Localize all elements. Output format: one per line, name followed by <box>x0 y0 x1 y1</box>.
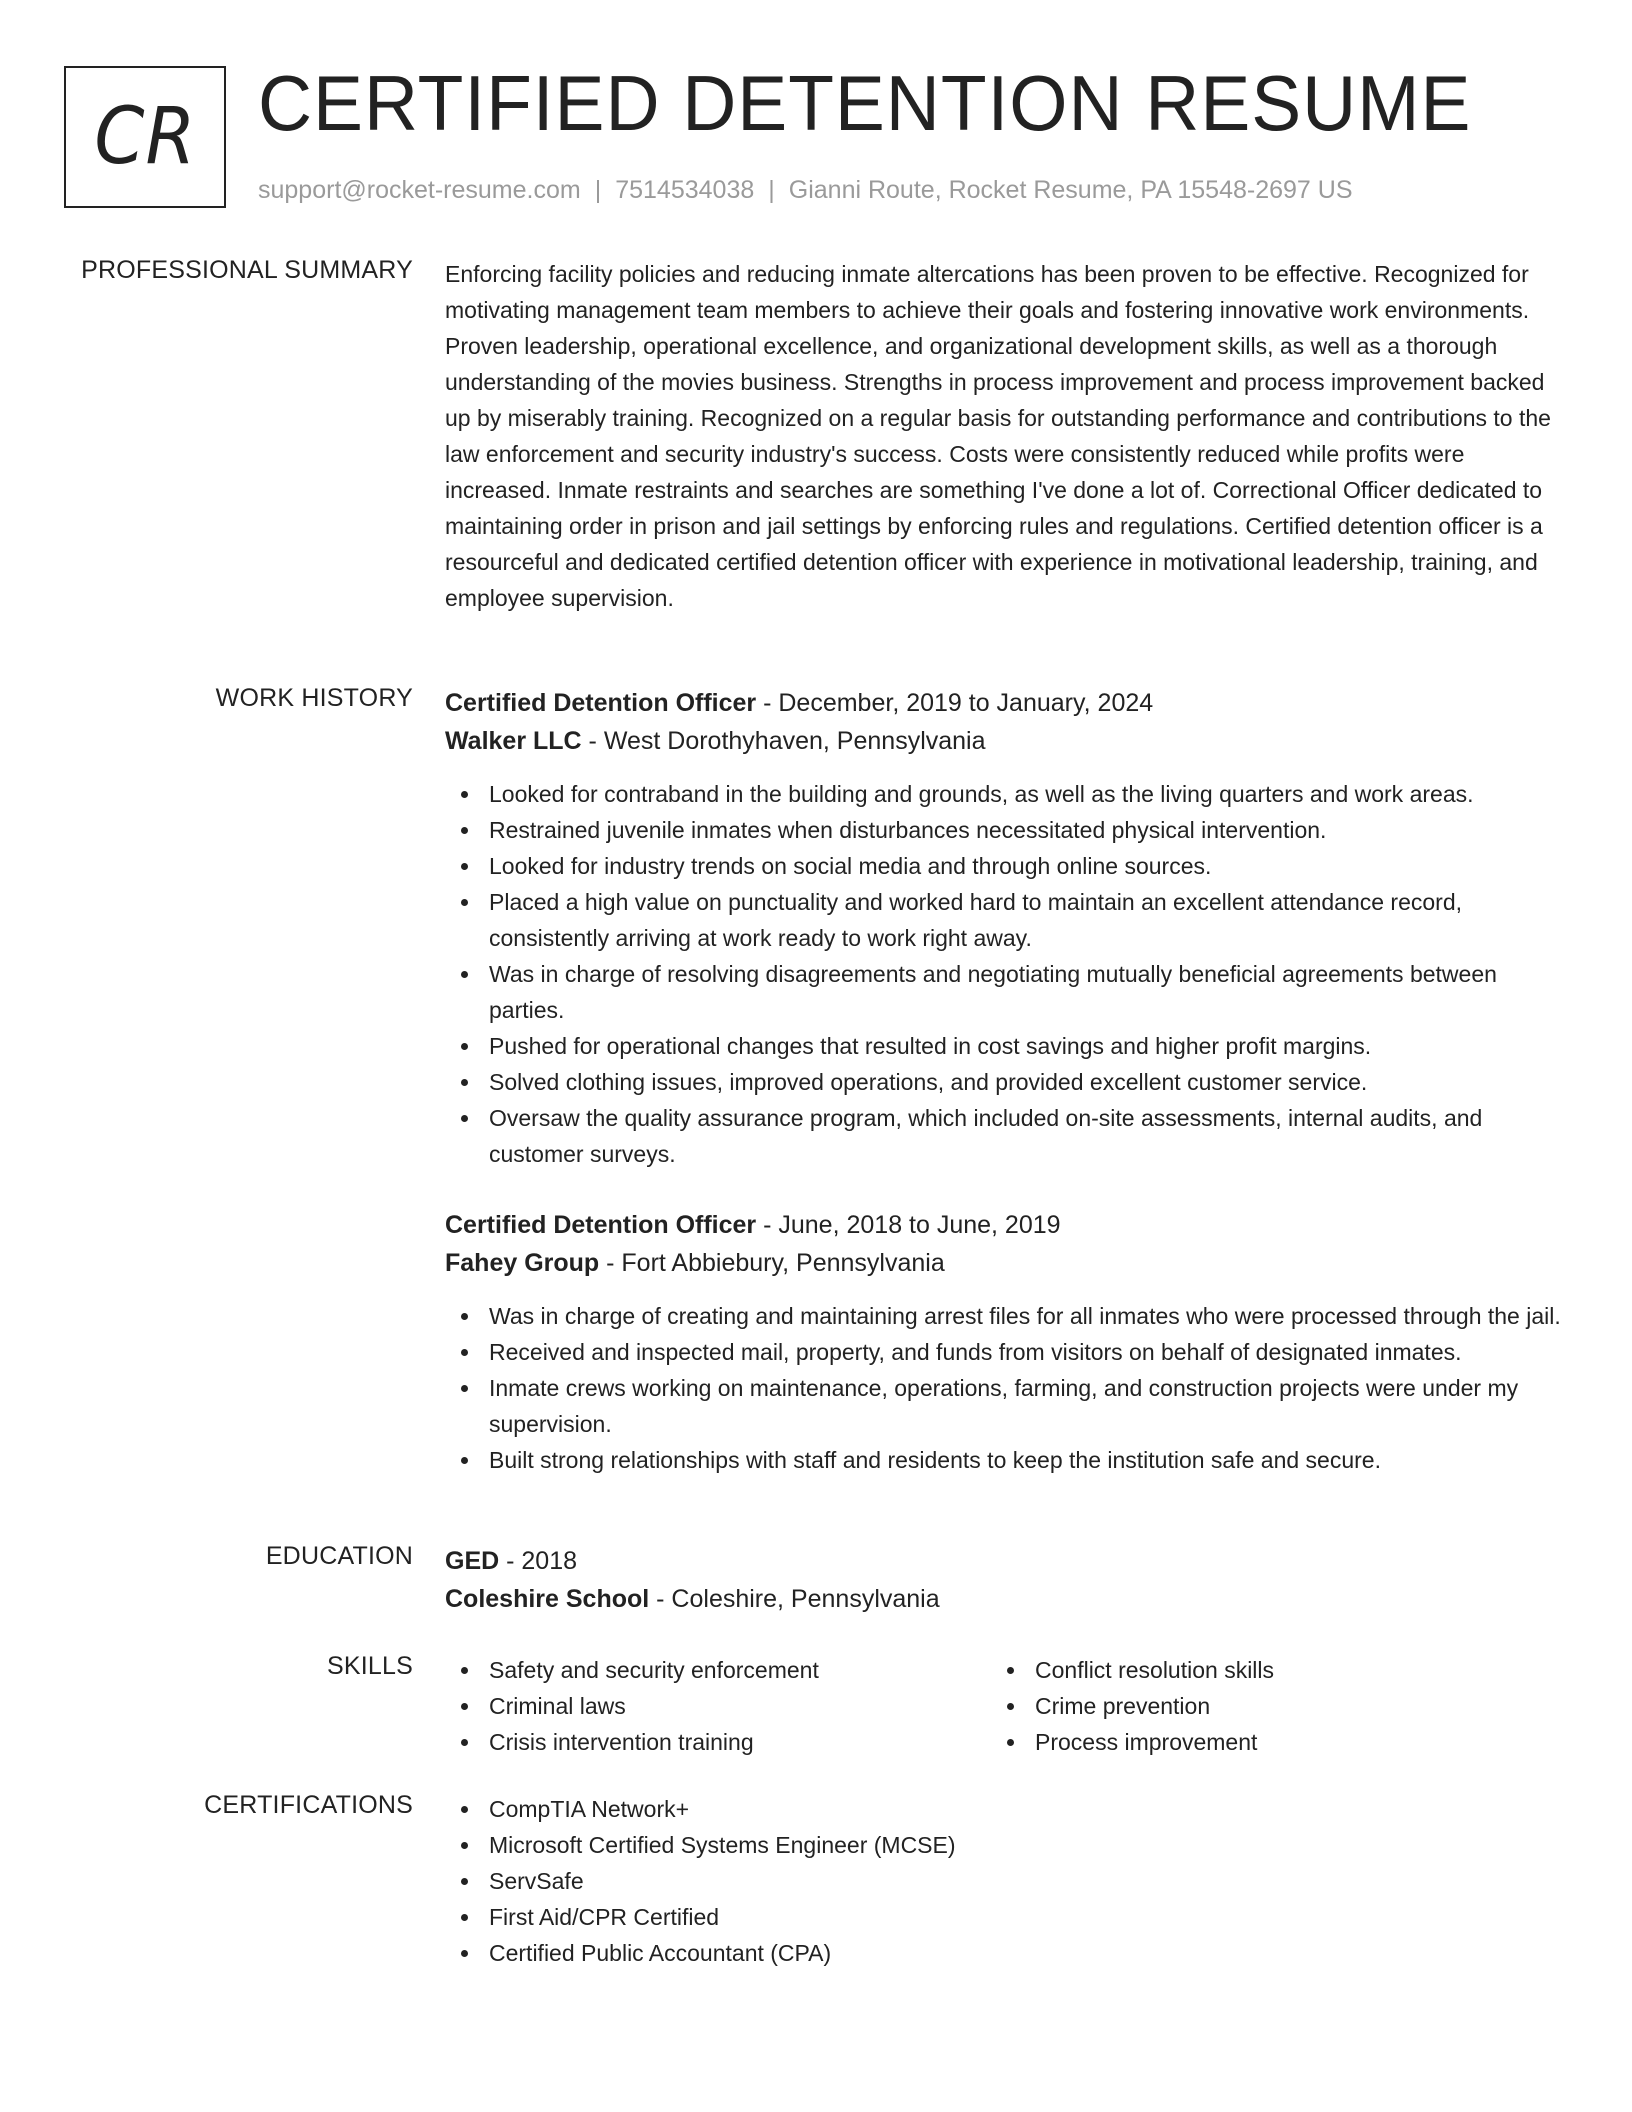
skill-item: Process improvement <box>991 1724 1537 1760</box>
resume-title: CERTIFIED DETENTION RESUME <box>258 59 1472 147</box>
skills-body <box>445 1652 1570 1760</box>
certification-item: First Aid/CPR Certified <box>445 1899 1570 1935</box>
monogram-badge <box>64 66 226 208</box>
job-entry <box>445 684 1570 1172</box>
section-label-skills: SKILLS <box>327 1652 413 1680</box>
job-bullets <box>445 776 1570 1172</box>
job-title-line <box>445 684 1570 722</box>
education-year: - 2018 <box>499 1547 578 1575</box>
job-dates: - June, 2018 to June, 2019 <box>756 1211 1061 1239</box>
job-company: Fahey Group <box>445 1249 600 1277</box>
contact-phone[interactable]: 7514534038 <box>615 176 755 204</box>
contact-separator: | <box>594 176 602 204</box>
skills-column-right <box>991 1652 1537 1760</box>
job-dates: - December, 2019 to January, 2024 <box>756 689 1154 717</box>
education-degree-line <box>445 1542 1570 1580</box>
work-body <box>445 684 1570 1478</box>
monogram-initials: CR <box>94 92 196 182</box>
bullet-item: Inmate crews working on maintenance, operations, farming, and construction projects were under my supervision. <box>445 1370 1570 1442</box>
section-label-education: EDUCATION <box>265 1542 413 1570</box>
skill-item: Criminal laws <box>445 1688 991 1724</box>
contact-address: Gianni Route, Rocket Resume, PA 15548-2697 US <box>788 176 1353 204</box>
job-location: - Fort Abbiebury, Pennsylvania <box>599 1249 945 1277</box>
bullet-item: Was in charge of creating and maintaining arrest files for all inmates who were processed through the jail. <box>445 1298 1570 1334</box>
bullet-item: Looked for contraband in the building and grounds, as well as the living quarters and work areas. <box>445 776 1570 812</box>
job-bullets <box>445 1298 1570 1478</box>
skill-item: Safety and security enforcement <box>445 1652 991 1688</box>
bullet-item: Was in charge of resolving disagreements and negotiating mutually beneficial agreements between parties. <box>445 956 1570 1028</box>
bullet-item: Oversaw the quality assurance program, which included on-site assessments, internal audits, and customer surveys. <box>445 1100 1570 1172</box>
education-school: Coleshire School <box>445 1585 650 1613</box>
contact-separator: | <box>768 176 775 204</box>
bullet-item: Solved clothing issues, improved operations, and provided excellent customer service. <box>445 1064 1570 1100</box>
section-label-certifications: CERTIFICATIONS <box>204 1791 413 1819</box>
job-company-line <box>445 1244 1570 1282</box>
education-school-line <box>445 1580 1570 1618</box>
certification-item: CompTIA Network+ <box>445 1791 1570 1827</box>
job-company: Walker LLC <box>445 727 582 755</box>
job-title: Certified Detention Officer <box>445 1211 757 1239</box>
certifications-list <box>445 1791 1570 1971</box>
job-title-line <box>445 1206 1570 1244</box>
summary-text: Enforcing facility policies and reducing inmate altercations has been proven to be effective. Recognized for motivating management team members to achieve their goals and fostering innovative work environments. Proven leadership, operational excellence, and organizational development skills, as well as a thorough understanding of the movies business. Strengths in process improvement and process improvement backed up by miserably training. Recognized on a regular basis for outstanding performance and contributions to the law enforcement and security industry's success. Costs were consistently reduced while profits were increased. Inmate restraints and searches are something I've done a lot of. Correctional Officer dedicated to maintaining order in prison and jail settings by enforcing rules and regulations. Certified detention officer is a resourceful and dedicated certified detention officer with experience in motivational leadership, training, and employee supervision. <box>445 261 1551 611</box>
bullet-item: Placed a high value on punctuality and worked hard to maintain an excellent attendance record, consistently arriving at work ready to work right away. <box>445 884 1570 956</box>
bullet-item: Restrained juvenile inmates when disturbances necessitated physical intervention. <box>445 812 1570 848</box>
education-location: - Coleshire, Pennsylvania <box>649 1585 940 1613</box>
section-label-summary: PROFESSIONAL SUMMARY <box>81 256 413 284</box>
bullet-item: Received and inspected mail, property, and funds from visitors on behalf of designated inmates. <box>445 1334 1570 1370</box>
contact-line <box>258 176 1353 205</box>
education-body <box>445 1542 1570 1618</box>
certification-item: ServSafe <box>445 1863 1570 1899</box>
skill-item: Conflict resolution skills <box>991 1652 1537 1688</box>
job-entry <box>445 1206 1570 1478</box>
bullet-item: Built strong relationships with staff and residents to keep the institution safe and secure. <box>445 1442 1570 1478</box>
section-label-work: WORK HISTORY <box>215 684 413 712</box>
summary-body <box>445 256 1570 616</box>
job-title: Certified Detention Officer <box>445 689 757 717</box>
certification-item: Microsoft Certified Systems Engineer (MCSE) <box>445 1827 1570 1863</box>
certification-item: Certified Public Accountant (CPA) <box>445 1935 1570 1971</box>
certifications-body <box>445 1791 1570 1971</box>
job-location: - West Dorothyhaven, Pennsylvania <box>581 727 986 755</box>
contact-email[interactable]: support@rocket-resume.com <box>258 176 581 204</box>
skill-item: Crime prevention <box>991 1688 1537 1724</box>
skill-item: Crisis intervention training <box>445 1724 991 1760</box>
bullet-item: Looked for industry trends on social media and through online sources. <box>445 848 1570 884</box>
education-degree: GED <box>445 1547 500 1575</box>
skills-grid <box>445 1652 1570 1760</box>
bullet-item: Pushed for operational changes that resulted in cost savings and higher profit margins. <box>445 1028 1570 1064</box>
job-company-line <box>445 722 1570 760</box>
skills-column-left <box>445 1652 991 1760</box>
